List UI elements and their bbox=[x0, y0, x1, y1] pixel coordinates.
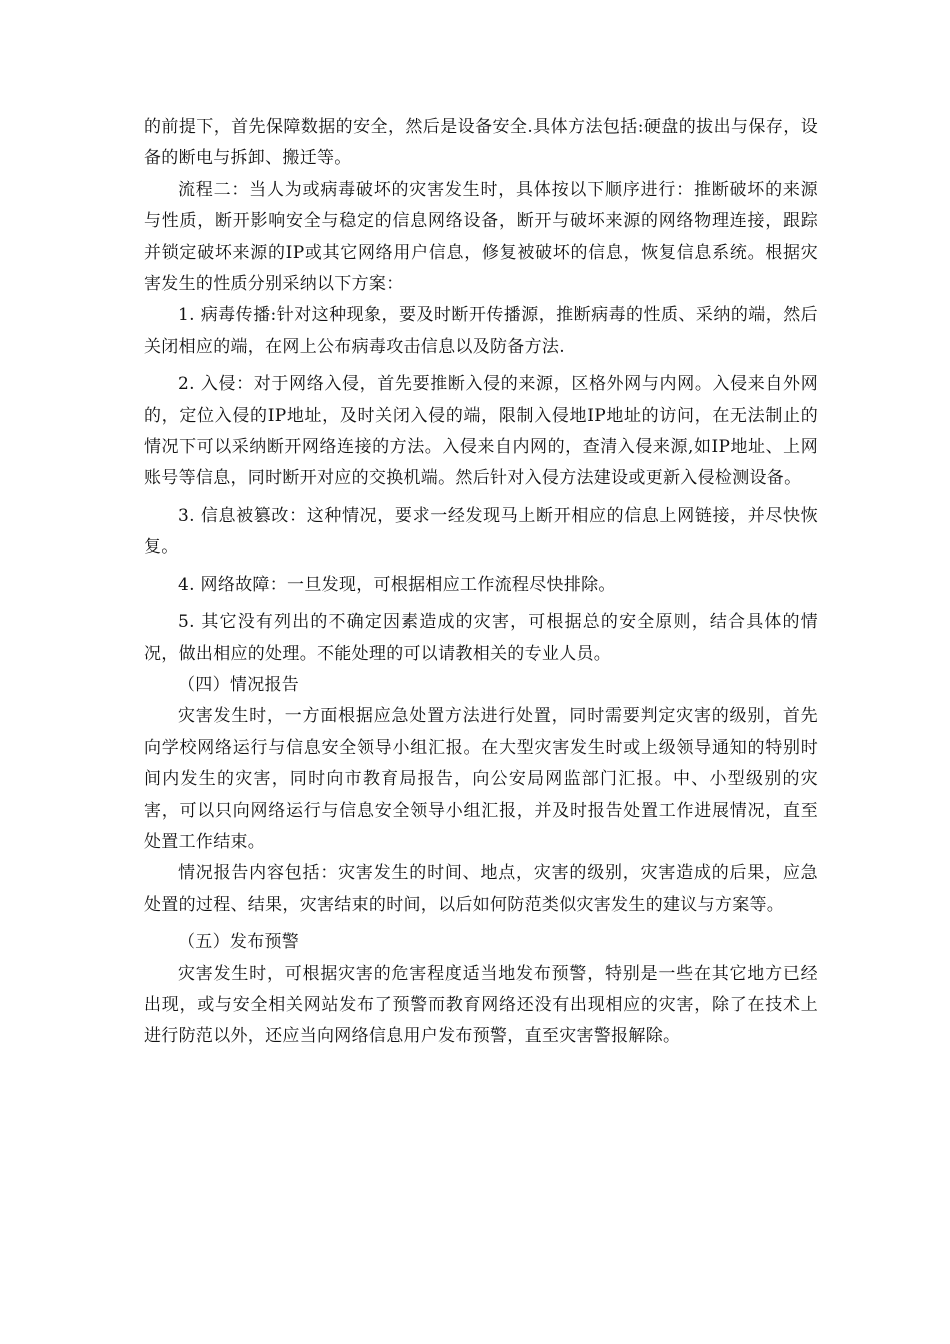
section-heading-report: （四）情况报告 bbox=[178, 674, 300, 695]
list-item-network-fault: 4. 网络故障：一旦发现，可根据相应工作流程尽快排除。 bbox=[178, 574, 616, 595]
paragraph-process-two: 流程二：当人为或病毒破坏的灾害发生时，具体按以下顺序进行：推断破坏的来源与性质，断开影响安全与稳定的信息网络设备，断开与破坏来源的网络物理连接，跟踪并锁定破坏来源的IP或其它网络用户信息，修复被破坏的信息，恢复信息系统。根据灾害发生的性质分别采纳以下方案： bbox=[144, 179, 818, 295]
document-page bbox=[144, 112, 818, 1053]
section-heading-warning: （五）发布预警 bbox=[178, 932, 300, 953]
list-item-tampering: 3. 信息被篡改：这种情况，要求一经发现马上断开相应的信息上网链接，并尽快恢复。 bbox=[144, 505, 818, 558]
paragraph-continuation: 的前提下，首先保障数据的安全，然后是设备安全.具体方法包括:硬盘的拔出与保存，设备的断电与拆卸、搬迁等。 bbox=[144, 117, 818, 169]
paragraph-warning: 灾害发生时，可根据灾害的危害程度适当地发布预警，特别是一些在其它地方已经出现，或与安全相关网站发布了预警而教育网络还没有出现相应的灾害，除了在技术上进行防范以外，还应当向网络信息用户发布预警，直至灾害警报解除。 bbox=[144, 963, 818, 1047]
paragraph-report-contents: 情况报告内容包括：灾害发生的时间、地点，灾害的级别，灾害造成的后果，应急处置的过程、结果，灾害结束的时间，以后如何防范类似灾害发生的建议与方案等。 bbox=[144, 863, 818, 915]
list-item-intrusion: 2. 入侵：对于网络入侵，首先要推断入侵的来源，区格外网与内网。入侵来自外网的，定位入侵的IP地址，及时关闭入侵的端，限制入侵地IP地址的访问，在无法制止的情况下可以采纳断开网络连接的方法。入侵来自内网的，查清入侵来源,如IP地址、上网账号等信息，同时断开对应的交换机端。然后针对入侵方法建设或更新入侵检测设备。 bbox=[144, 374, 818, 489]
list-item-virus: 1. 病毒传播:针对这种现象，要及时断开传播源，推断病毒的性质、采纳的端，然后关闭相应的端，在网上公布病毒攻击信息以及防备方法. bbox=[144, 305, 818, 357]
list-item-other: 5. 其它没有列出的不确定因素造成的灾害，可根据总的安全原则，结合具体的情况，做出相应的处理。不能处理的可以请教相关的专业人员。 bbox=[144, 612, 818, 664]
paragraph-report: 灾害发生时，一方面根据应急处置方法进行处置，同时需要判定灾害的级别，首先向学校网络运行与信息安全领导小组汇报。在大型灾害发生时或上级领导通知的特别时间内发生的灾害，同时向市教育局报告，向公安局网监部门汇报。中、小型级别的灾害，可以只向网络运行与信息安全领导小组汇报，并及时报告处置工作进展情况，直至处置工作结束。 bbox=[144, 706, 818, 852]
